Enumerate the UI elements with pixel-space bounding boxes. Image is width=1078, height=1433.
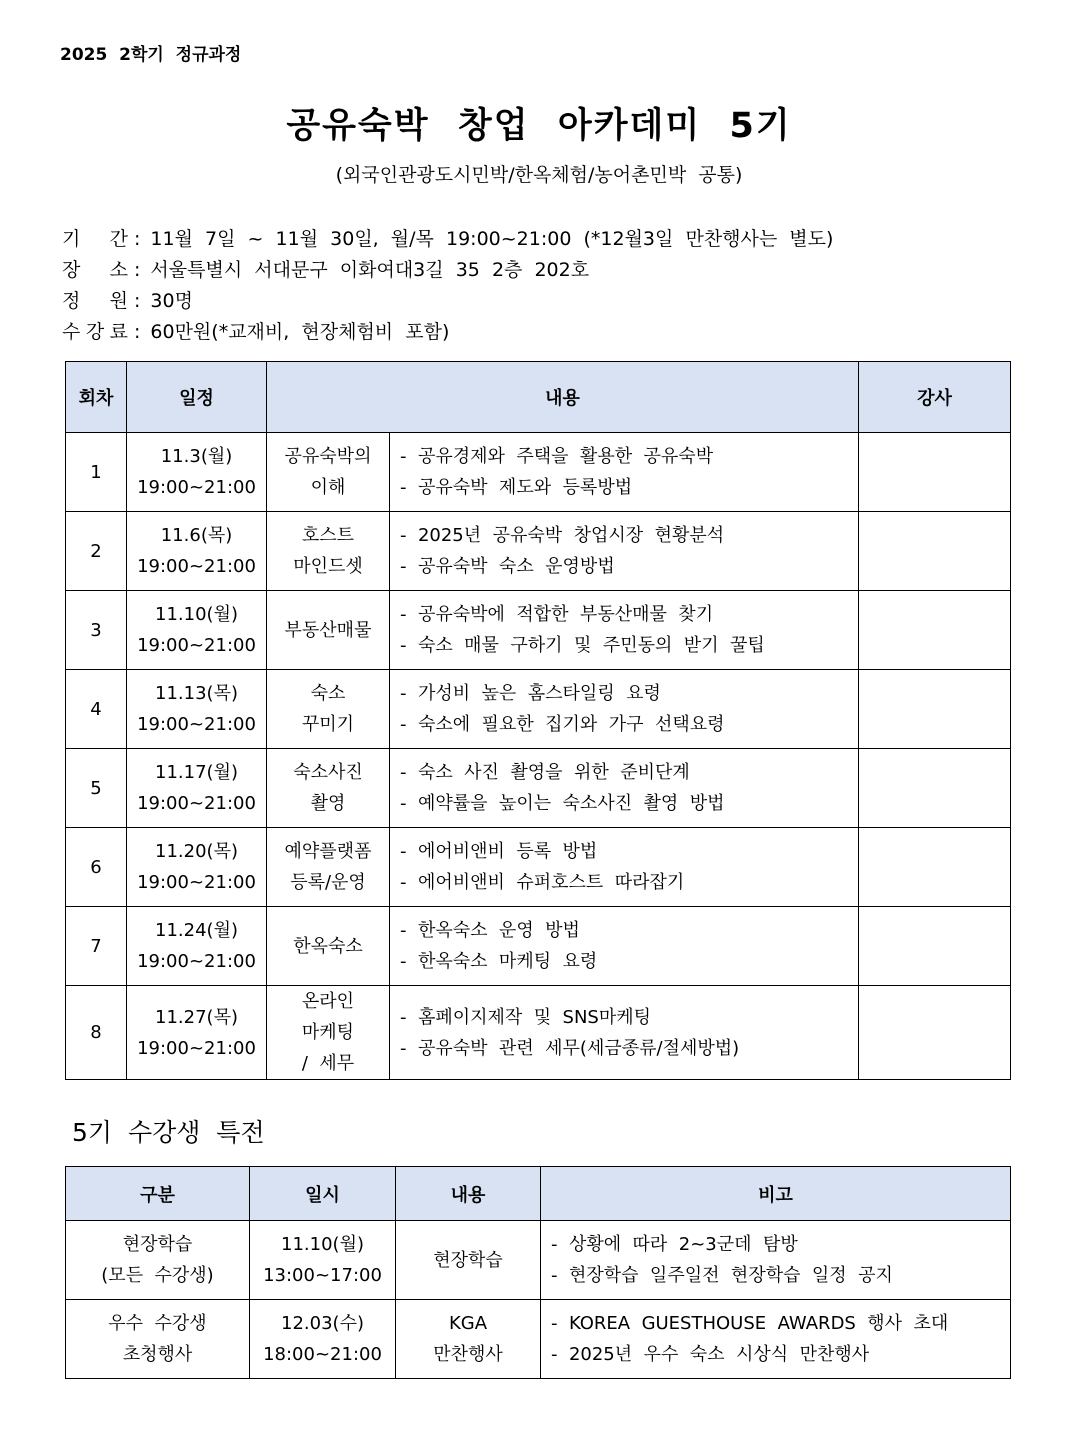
info-label-char: 소	[109, 259, 128, 281]
session-number: 1	[66, 433, 127, 512]
header-date: 일정	[127, 362, 267, 433]
page-subtitle: (외국인관광도시민박/한옥체험/농어촌민박 공통)	[335, 164, 743, 186]
benefit-time: 13:00~17:00	[263, 1265, 382, 1286]
info-label-char: 간	[109, 228, 128, 250]
session-details-cell	[390, 670, 859, 749]
info-label	[62, 286, 128, 317]
session-detail-item: - 한옥숙소 마케팅 요령	[400, 951, 598, 972]
session-instructor	[859, 749, 1011, 828]
session-date: 11.17(월)	[155, 762, 238, 783]
benefit-row	[66, 1221, 1011, 1300]
header-category: 구분	[66, 1167, 250, 1221]
session-date-cell	[127, 986, 267, 1080]
session-details-cell	[390, 749, 859, 828]
session-topic-cell	[267, 907, 390, 986]
session-detail-item: - 홈페이지제작 및 SNS마케팅	[400, 1006, 652, 1028]
session-topic-cell	[267, 986, 390, 1080]
session-date: 11.13(목)	[155, 683, 238, 704]
benefit-notes-cell	[541, 1221, 1011, 1300]
header-benefit-content: 내용	[396, 1167, 541, 1221]
session-time: 19:00~21:00	[137, 714, 256, 735]
info-separator: :	[134, 321, 141, 343]
session-detail-item: - 공유숙박 숙소 운영방법	[400, 556, 615, 577]
benefit-body	[66, 1221, 1011, 1379]
session-topic: 부동산매물	[284, 619, 372, 641]
benefit-content: KGA	[448, 1313, 488, 1334]
info-label-char: 정	[62, 290, 81, 312]
session-detail-item: - 2025년 공유숙박 창업시장 현황분석	[400, 525, 725, 546]
benefit-note-item: - KOREA GUESTHOUSE AWARDS 행사 초대	[551, 1313, 949, 1334]
schedule-row	[66, 907, 1011, 986]
benefit-note-item: - 현장학습 일주일전 현장학습 일정 공지	[551, 1265, 893, 1286]
session-detail-item: - 숙소 매물 구하기 및 주민동의 받기 꿀팁	[400, 635, 765, 656]
session-instructor	[859, 907, 1011, 986]
session-instructor	[859, 591, 1011, 670]
session-time: 19:00~21:00	[137, 556, 256, 577]
header-instructor: 강사	[859, 362, 1011, 433]
session-topic-cell	[267, 828, 390, 907]
benefit-category-cell	[66, 1300, 250, 1379]
session-time: 19:00~21:00	[137, 872, 256, 893]
session-topic: 한옥숙소	[293, 935, 363, 957]
session-topic-cell	[267, 433, 390, 512]
session-date-cell	[127, 512, 267, 591]
session-detail-item: - 에어비앤비 등록 방법	[400, 841, 598, 862]
schedule-row	[66, 749, 1011, 828]
schedule-body	[66, 433, 1011, 1080]
session-detail-item: - 한옥숙소 운영 방법	[400, 920, 580, 941]
session-topic: 호스트	[301, 525, 355, 546]
session-detail-item: - 공유숙박 관련 세무(세금종류/절세방법)	[400, 1037, 740, 1059]
session-instructor	[859, 986, 1011, 1080]
info-value: 30명	[150, 290, 193, 312]
benefit-category: 우수 수강생	[108, 1313, 207, 1334]
info-label-char: 기	[62, 228, 81, 250]
info-fee	[62, 317, 833, 348]
session-detail-item: - 에어비앤비 슈퍼호스트 따라잡기	[400, 872, 685, 893]
session-detail-item: - 공유숙박 제도와 등록방법	[400, 477, 633, 498]
session-date: 11.3(월)	[160, 446, 233, 467]
course-info	[62, 224, 833, 348]
session-date-cell	[127, 670, 267, 749]
schedule-table	[65, 361, 1011, 1080]
info-value: 11월 7일 ~ 11월 30일, 월/목 19:00~21:00 (*12월3일 만찬행사는 별도)	[150, 228, 834, 250]
session-date-cell	[127, 591, 267, 670]
schedule-row	[66, 828, 1011, 907]
semester-label: 2025 2학기 정규과정	[60, 45, 242, 65]
session-date: 11.27(목)	[155, 1006, 238, 1028]
info-capacity	[62, 286, 833, 317]
benefit-category-cell	[66, 1221, 250, 1300]
session-detail-item: - 숙소 사진 촬영을 위한 준비단계	[400, 762, 690, 783]
session-topic: 온라인	[301, 991, 355, 1012]
info-separator: :	[134, 290, 141, 312]
session-date: 11.6(목)	[160, 525, 233, 546]
benefit-date: 11.10(월)	[281, 1234, 364, 1255]
session-topic: 이해	[310, 477, 346, 498]
session-topic: 마인드셋	[293, 556, 363, 577]
session-details-cell	[390, 512, 859, 591]
session-topic: 마케팅	[301, 1022, 355, 1043]
header-session: 회차	[66, 362, 127, 433]
benefit-content: 현장학습	[433, 1249, 503, 1271]
session-date-cell	[127, 828, 267, 907]
schedule-row	[66, 670, 1011, 749]
session-detail-item: - 공유경제와 주택을 활용한 공유숙박	[400, 446, 714, 467]
session-topic-cell	[267, 591, 390, 670]
schedule-row	[66, 591, 1011, 670]
session-details-cell	[390, 591, 859, 670]
session-topic: 예약플랫폼	[284, 841, 372, 862]
benefit-notes-cell	[541, 1300, 1011, 1379]
benefit-datetime-cell	[250, 1300, 396, 1379]
session-topic: 공유숙박의	[284, 446, 372, 467]
info-separator: :	[134, 259, 141, 281]
session-detail-item: - 예약률을 높이는 숙소사진 촬영 방법	[400, 793, 725, 814]
session-detail-item: - 숙소에 필요한 집기와 가구 선택요령	[400, 714, 725, 735]
session-topic-cell	[267, 512, 390, 591]
session-topic-cell	[267, 670, 390, 749]
info-location	[62, 255, 833, 286]
session-topic: / 세무	[301, 1053, 355, 1074]
benefit-category: (모든 수강생)	[101, 1265, 214, 1286]
schedule-row	[66, 433, 1011, 512]
schedule-header-row	[66, 362, 1011, 433]
session-instructor	[859, 512, 1011, 591]
session-topic: 숙소	[310, 683, 346, 704]
session-topic: 촬영	[310, 793, 346, 814]
info-separator: :	[134, 228, 141, 250]
benefit-note-item: - 2025년 우수 숙소 시상식 만찬행사	[551, 1344, 870, 1365]
benefit-date: 12.03(수)	[281, 1313, 364, 1334]
schedule-row	[66, 986, 1011, 1080]
benefit-title: 5기 수강생 특전	[72, 1118, 265, 1147]
session-date: 11.24(월)	[155, 920, 238, 941]
session-detail-item: - 가성비 높은 홈스타일링 요령	[400, 683, 661, 704]
session-number: 7	[66, 907, 127, 986]
benefit-time: 18:00~21:00	[263, 1344, 382, 1365]
session-number: 2	[66, 512, 127, 591]
session-number: 6	[66, 828, 127, 907]
session-date: 11.10(월)	[155, 604, 238, 625]
info-label	[62, 255, 128, 286]
benefit-content: 만찬행사	[433, 1344, 503, 1365]
page-title: 공유숙박 창업 아카데미 5기	[286, 106, 792, 146]
session-details-cell	[390, 986, 859, 1080]
session-date-cell	[127, 749, 267, 828]
info-period	[62, 224, 833, 255]
header-note: 비고	[541, 1167, 1011, 1221]
benefit-row	[66, 1300, 1011, 1379]
session-date-cell	[127, 907, 267, 986]
session-time: 19:00~21:00	[137, 1037, 256, 1059]
info-label	[62, 317, 128, 348]
session-topic: 꾸미기	[301, 714, 355, 735]
session-instructor	[859, 670, 1011, 749]
info-label-char: 원	[109, 290, 128, 312]
benefit-content-cell	[396, 1300, 541, 1379]
benefit-table	[65, 1166, 1011, 1379]
session-number: 5	[66, 749, 127, 828]
info-label-char: 료	[109, 321, 128, 343]
benefit-content-cell	[396, 1221, 541, 1300]
benefit-header-row	[66, 1167, 1011, 1221]
benefit-category: 현장학습	[122, 1234, 193, 1255]
session-details-cell	[390, 907, 859, 986]
session-time: 19:00~21:00	[137, 793, 256, 814]
session-topic: 숙소사진	[293, 762, 363, 783]
session-instructor	[859, 828, 1011, 907]
header-datetime: 일시	[250, 1167, 396, 1221]
info-value: 서울특별시 서대문구 이화여대3길 35 2층 202호	[150, 259, 590, 281]
benefit-note-item: - 상황에 따라 2~3군데 탐방	[551, 1234, 798, 1255]
session-details-cell	[390, 828, 859, 907]
session-topic: 등록/운영	[290, 872, 366, 893]
session-date: 11.20(목)	[155, 841, 238, 862]
header-content: 내용	[267, 362, 859, 433]
session-number: 4	[66, 670, 127, 749]
session-time: 19:00~21:00	[137, 635, 256, 656]
session-instructor	[859, 433, 1011, 512]
session-time: 19:00~21:00	[137, 951, 256, 972]
session-time: 19:00~21:00	[137, 477, 256, 498]
info-label-char: 강	[85, 321, 105, 343]
session-detail-item: - 공유숙박에 적합한 부동산매물 찾기	[400, 604, 714, 625]
session-details-cell	[390, 433, 859, 512]
benefit-category: 초청행사	[122, 1344, 193, 1365]
session-topic-cell	[267, 749, 390, 828]
session-number: 8	[66, 986, 127, 1080]
schedule-row	[66, 512, 1011, 591]
info-value: 60만원(*교재비, 현장체험비 포함)	[150, 321, 450, 343]
info-label-char: 수	[62, 321, 81, 343]
benefit-datetime-cell	[250, 1221, 396, 1300]
session-date-cell	[127, 433, 267, 512]
session-number: 3	[66, 591, 127, 670]
info-label	[62, 224, 128, 255]
info-label-char: 장	[62, 259, 81, 281]
